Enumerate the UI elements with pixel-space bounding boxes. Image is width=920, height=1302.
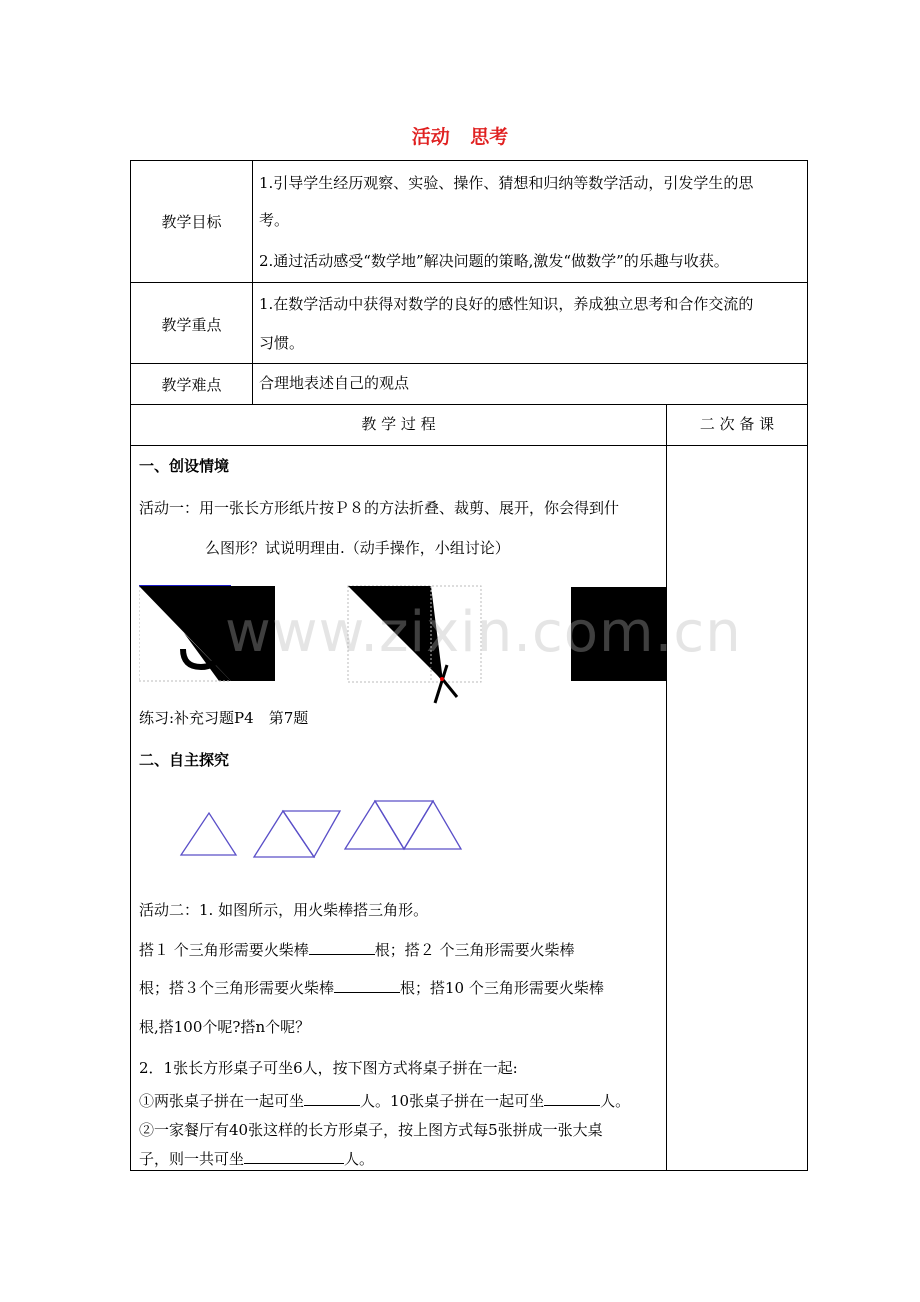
goal-text-2: 2.通过活动感受“数学地”解决问题的策略,激发“做数学”的乐趣与收获。 — [259, 252, 729, 270]
goal-label: 教学目标 — [161, 213, 222, 231]
column-divider — [666, 404, 667, 1170]
question2-line1: 2．1张长方形桌子可坐6人，按下图方式将桌子拼在一起: — [139, 1059, 518, 1077]
difficulty-text: 合理地表述自己的观点 — [259, 374, 410, 392]
answer-blank[interactable] — [544, 1087, 600, 1106]
goal-text-1b: 考。 — [259, 211, 290, 229]
question2-line2b: 人。10张桌子拼在一起可坐 — [360, 1092, 545, 1110]
activity2-line3a: 根；搭３个三角形需要火柴棒 — [139, 979, 335, 997]
key-text-1b: 习惯。 — [259, 334, 305, 352]
section2-heading: 二、自主探究 — [139, 751, 230, 769]
question2-line3: ②一家餐厅有40张这样的长方形桌子，按上图方式每5张拼成一张大桌 — [139, 1121, 603, 1139]
activity2-line3 — [139, 971, 604, 1005]
key-text-1a: 1.在数学活动中获得对数学的良好的感性知识，养成独立思考和合作交流的 — [259, 295, 754, 313]
answer-blank[interactable] — [309, 936, 375, 955]
activity2-line2 — [139, 933, 575, 967]
row-divider — [131, 282, 807, 283]
activity1-text-a: 活动一：用一张长方形纸片按Ｐ８的方法折叠、裁剪、展开，你会得到什 — [139, 499, 620, 517]
question2-line4 — [139, 1142, 374, 1176]
question2-line2c: 人。 — [600, 1092, 631, 1110]
section1-heading: 一、创设情境 — [139, 457, 230, 475]
row-divider — [131, 363, 807, 364]
answer-blank[interactable] — [304, 1087, 360, 1106]
row-divider — [131, 445, 807, 446]
activity1-text-b: 么图形？试说明理由.（动手操作，小组讨论） — [205, 539, 510, 557]
column-divider — [252, 161, 253, 404]
activity2-line2b: 根；搭２ 个三角形需要火柴棒 — [374, 941, 575, 959]
matchstick-triangles-figure — [179, 793, 464, 861]
answer-blank[interactable] — [334, 974, 400, 993]
process-header: 教 学 过 程 — [361, 415, 436, 433]
question2-line4b: 人。 — [344, 1150, 375, 1168]
page-title: 活动 思考 — [411, 126, 509, 148]
difficulty-label: 教学难点 — [161, 376, 222, 394]
goal-text-1a: 1.引导学生经历观察、实验、操作、猜想和归纳等数学活动，引发学生的思 — [259, 174, 754, 192]
question2-line2a: ①两张桌子拼在一起可坐 — [139, 1092, 305, 1110]
activity2-line2a: 搭１ 个三角形需要火柴棒 — [139, 941, 309, 959]
row-divider — [131, 404, 807, 405]
notes-header: 二 次 备 课 — [699, 415, 775, 433]
activity2-line1: 活动二：1. 如图所示，用火柴棒搭三角形。 — [139, 901, 429, 919]
practice-text: 练习:补充习题P4 第7题 — [139, 709, 309, 727]
lesson-table — [130, 160, 808, 1171]
activity2-line4: 根,搭100个呢?搭n个呢？ — [139, 1018, 311, 1036]
key-label: 教学重点 — [161, 316, 222, 334]
answer-blank[interactable] — [244, 1145, 344, 1164]
watermark: www.zixin.com.cn — [225, 600, 742, 665]
activity2-line3b: 根；搭10 个三角形需要火柴棒 — [400, 979, 604, 997]
question2-line4a: 子，则一共可坐 — [139, 1150, 245, 1168]
